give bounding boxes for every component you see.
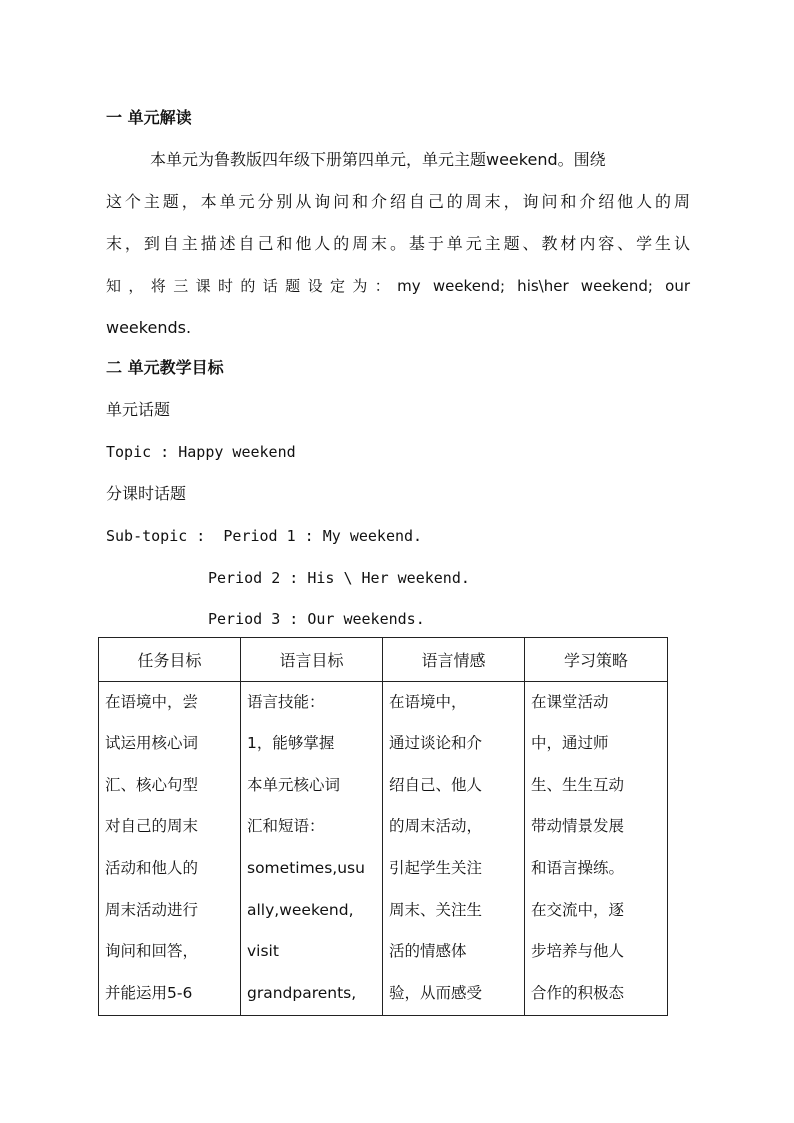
cell-text-line: 步培养与他人 <box>531 942 625 961</box>
cell-text-line: 询问和回答， <box>105 942 199 961</box>
cell-text-line: sometimes,usu <box>247 859 365 878</box>
cell-text-line: 绍自己、他人 <box>389 775 483 794</box>
header-language-goal: 语言目标 <box>241 638 383 682</box>
unit-topic-label: 单元话题 <box>106 400 171 419</box>
subtopic-line-period-2: Period 2 : His \ Her weekend. <box>208 569 470 587</box>
cell-text-line: 验，从而感受 <box>389 984 483 1003</box>
paragraph-line: 本单元为鲁教版四年级下册第四单元，单元主题weekend。围绕 <box>150 150 606 169</box>
teaching-goals-table <box>98 637 668 1016</box>
cell-text-line: 生、生生互动 <box>531 775 625 794</box>
cell-text-line: 中，通过师 <box>531 734 609 752</box>
cell-text-line: 带动情景发展 <box>531 817 625 836</box>
cell-text-line: 在语境中，尝 <box>105 693 199 711</box>
header-learning-strategy: 学习策略 <box>525 638 668 682</box>
topic-line: Topic : Happy weekend <box>106 443 296 461</box>
cell-text-line: 对自己的周末 <box>105 817 199 836</box>
cell-text-line: 周末活动进行 <box>105 900 199 919</box>
table-header-row <box>99 638 668 682</box>
cell-text-line: 本单元核心词 <box>247 775 341 794</box>
cell-language-goal <box>241 682 383 1016</box>
table-row <box>99 682 668 1016</box>
cell-learning-strategy <box>525 682 668 1016</box>
paragraph-line: 末，到自主描述自己和他人的周末。基于单元主题、教材内容、学生认 <box>106 234 690 253</box>
cell-text-line: 的周末活动， <box>389 817 483 836</box>
cell-text-line: 通过谈论和介 <box>389 734 483 752</box>
cell-text-line: 试运用核心词 <box>105 734 199 752</box>
cell-text-line: 活的情感体 <box>389 942 467 961</box>
cell-text-line: 周末、关注生 <box>389 900 483 919</box>
cell-text-line: 并能运用5-6 <box>105 984 193 1003</box>
cell-text-line: 合作的积极态 <box>531 984 625 1003</box>
cell-text-line: ally,weekend, <box>247 900 354 919</box>
cell-language-emotion <box>383 682 525 1016</box>
cell-task-goal <box>99 682 241 1016</box>
cell-text-line: grandparents, <box>247 984 357 1003</box>
cell-text-line: 活动和他人的 <box>105 859 199 878</box>
cell-text-line: 在交流中，逐 <box>531 900 625 919</box>
paragraph-line: weekends. <box>106 318 192 337</box>
cell-text-line: 在课堂活动 <box>531 693 609 711</box>
subtopic-line-period-3: Period 3 : Our weekends. <box>208 610 425 628</box>
cell-text-line: 语言技能： <box>247 693 325 711</box>
subtopic-line-period-1: Sub-topic : Period 1 : My weekend. <box>106 527 423 545</box>
cell-text-line: 和语言操练。 <box>531 859 625 878</box>
section-heading-teaching-goals: 二 单元教学目标 <box>106 358 224 377</box>
cell-text-line: 汇、核心句型 <box>105 775 199 794</box>
header-language-emotion: 语言情感 <box>383 638 525 682</box>
section-heading-unit-interpretation: 一 单元解读 <box>106 108 192 127</box>
subtopic-label: 分课时话题 <box>106 484 187 503</box>
paragraph-line: 这个主题，本单元分别从询问和介绍自己的周末，询问和介绍他人的周 <box>106 192 690 211</box>
cell-text-line: 1，能够掌握 <box>247 734 335 752</box>
header-task-goal: 任务目标 <box>99 638 241 682</box>
cell-text-line: visit <box>247 942 279 961</box>
cell-text-line: 在语境中， <box>389 693 467 711</box>
cell-text-line: 汇和短语： <box>247 817 325 836</box>
paragraph-line: 知，将三课时的话题设定为：my weekend; his\her weekend; our <box>106 277 690 295</box>
cell-text-line: 引起学生关注 <box>389 859 483 878</box>
